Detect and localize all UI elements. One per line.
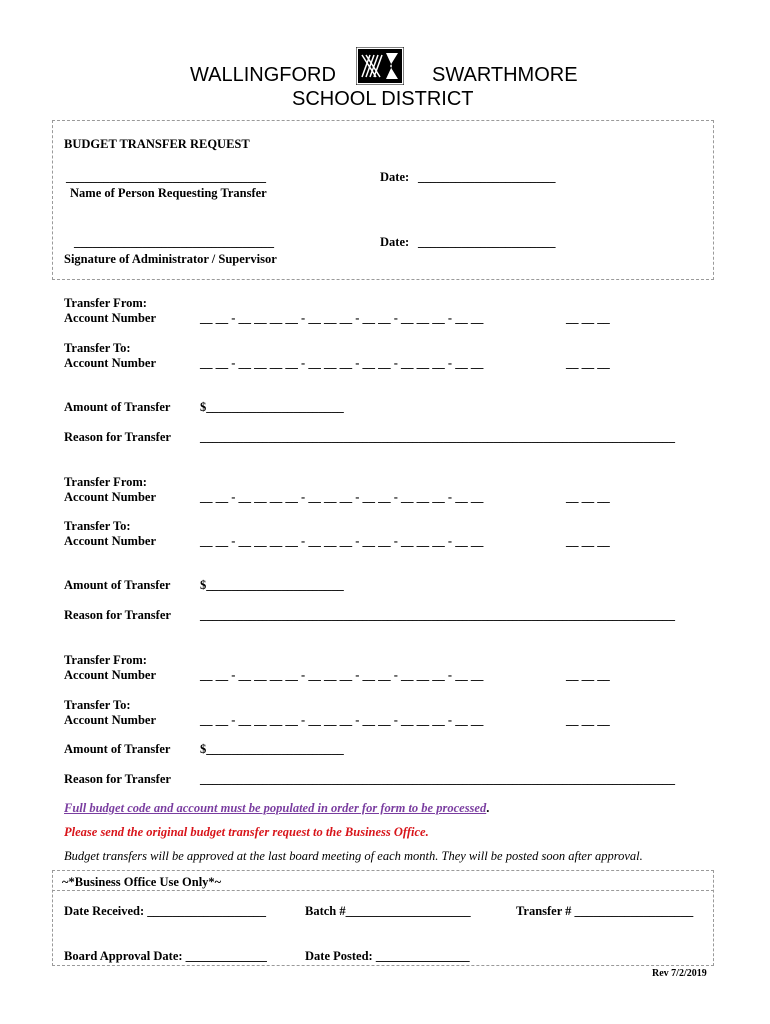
transfer-from-suffix[interactable]: __ __ __ xyxy=(566,490,610,504)
revision-date: Rev 7/2/2019 xyxy=(652,968,707,979)
amount-field[interactable]: $______________________ xyxy=(200,400,344,414)
reason-label: Reason for Transfer xyxy=(64,772,171,786)
transfer-from-code[interactable]: __ __ - __ __ __ __ - __ __ __ - __ __ - __ __ __ - __ __ xyxy=(200,490,484,504)
reason-label: Reason for Transfer xyxy=(64,430,171,444)
transfer-to-suffix[interactable]: __ __ __ xyxy=(566,713,610,727)
reason-label: Reason for Transfer xyxy=(64,608,171,622)
transfer-to-suffix[interactable]: __ __ __ xyxy=(566,534,610,548)
reason-field[interactable]: ____________________________________________________________________________ xyxy=(200,772,675,786)
transfer-to-suffix[interactable]: __ __ __ xyxy=(566,356,610,370)
signature-field[interactable]: ________________________________ xyxy=(74,235,274,249)
reason-field[interactable]: ____________________________________________________________________________ xyxy=(200,430,675,444)
transfer-number-field[interactable]: Transfer # ___________________ xyxy=(516,904,694,918)
amount-label: Amount of Transfer xyxy=(64,742,171,756)
office-use-title: ~*Business Office Use Only*~ xyxy=(62,875,222,889)
signature-label: Signature of Administrator / Supervisor xyxy=(64,252,277,266)
district-logo xyxy=(356,47,404,85)
transfer-to-code[interactable]: __ __ - __ __ __ __ - __ __ __ - __ __ - __ __ __ - __ __ xyxy=(200,534,484,548)
transfer-from-label: Transfer From: xyxy=(64,653,147,667)
send-original-note: Please send the original budget transfer request to the Business Office. xyxy=(64,825,429,839)
transfer-to-code[interactable]: __ __ - __ __ __ __ - __ __ __ - __ __ - __ __ __ - __ __ xyxy=(200,356,484,370)
district-name-right: SWARTHMORE xyxy=(432,64,578,86)
transfer-from-suffix[interactable]: __ __ __ xyxy=(566,668,610,682)
office-use-divider xyxy=(52,890,714,891)
transfer-to-label: Transfer To: xyxy=(64,519,131,533)
transfer-from-label2: Account Number xyxy=(64,668,157,682)
transfer-from-label: Transfer From: xyxy=(64,296,147,310)
approval-note: Budget transfers will be approved at the last board meeting of each month. They will be posted soon after approval. xyxy=(64,849,643,863)
required-note-period: . xyxy=(486,801,490,815)
transfer-to-code[interactable]: __ __ - __ __ __ __ - __ __ __ - __ __ - __ __ __ - __ __ xyxy=(200,713,484,727)
date-posted-field[interactable]: Date Posted: _______________ xyxy=(305,949,470,963)
board-approval-date-field[interactable]: Board Approval Date: _____________ xyxy=(64,949,267,963)
district-subtitle: SCHOOL DISTRICT xyxy=(292,88,474,110)
transfer-from-code[interactable]: __ __ - __ __ __ __ - __ __ __ - __ __ - __ __ __ - __ __ xyxy=(200,311,484,325)
transfer-from-suffix[interactable]: __ __ __ xyxy=(566,311,610,325)
transfer-to-label: Transfer To: xyxy=(64,698,131,712)
required-note-text: Full budget code and account must be populated in order for form to be processed xyxy=(64,801,487,815)
transfer-from-label2: Account Number xyxy=(64,311,157,325)
amount-field[interactable]: $______________________ xyxy=(200,742,344,756)
date-field[interactable]: ______________________ xyxy=(418,170,556,184)
transfer-to-label2: Account Number xyxy=(64,356,157,370)
required-note xyxy=(64,801,489,816)
amount-label: Amount of Transfer xyxy=(64,578,171,592)
date-label: Date: xyxy=(380,170,410,184)
transfer-to-label2: Account Number xyxy=(64,534,157,548)
reason-field[interactable]: ____________________________________________________________________________ xyxy=(200,608,675,622)
batch-field[interactable]: Batch #____________________ xyxy=(305,904,471,918)
date-received-field[interactable]: Date Received: ___________________ xyxy=(64,904,267,918)
amount-field[interactable]: $______________________ xyxy=(200,578,344,592)
transfer-from-code[interactable]: __ __ - __ __ __ __ - __ __ __ - __ __ - __ __ __ - __ __ xyxy=(200,668,484,682)
form-title: BUDGET TRANSFER REQUEST xyxy=(64,137,250,151)
name-field[interactable]: ________________________________ xyxy=(66,170,266,184)
transfer-from-label: Transfer From: xyxy=(64,475,147,489)
date2-field[interactable]: ______________________ xyxy=(418,235,556,249)
transfer-from-label2: Account Number xyxy=(64,490,157,504)
transfer-to-label2: Account Number xyxy=(64,713,157,727)
transfer-to-label: Transfer To: xyxy=(64,341,131,355)
amount-label: Amount of Transfer xyxy=(64,400,171,414)
district-name-left: WALLINGFORD xyxy=(190,64,336,86)
date2-label: Date: xyxy=(380,235,410,249)
name-label: Name of Person Requesting Transfer xyxy=(70,186,267,200)
